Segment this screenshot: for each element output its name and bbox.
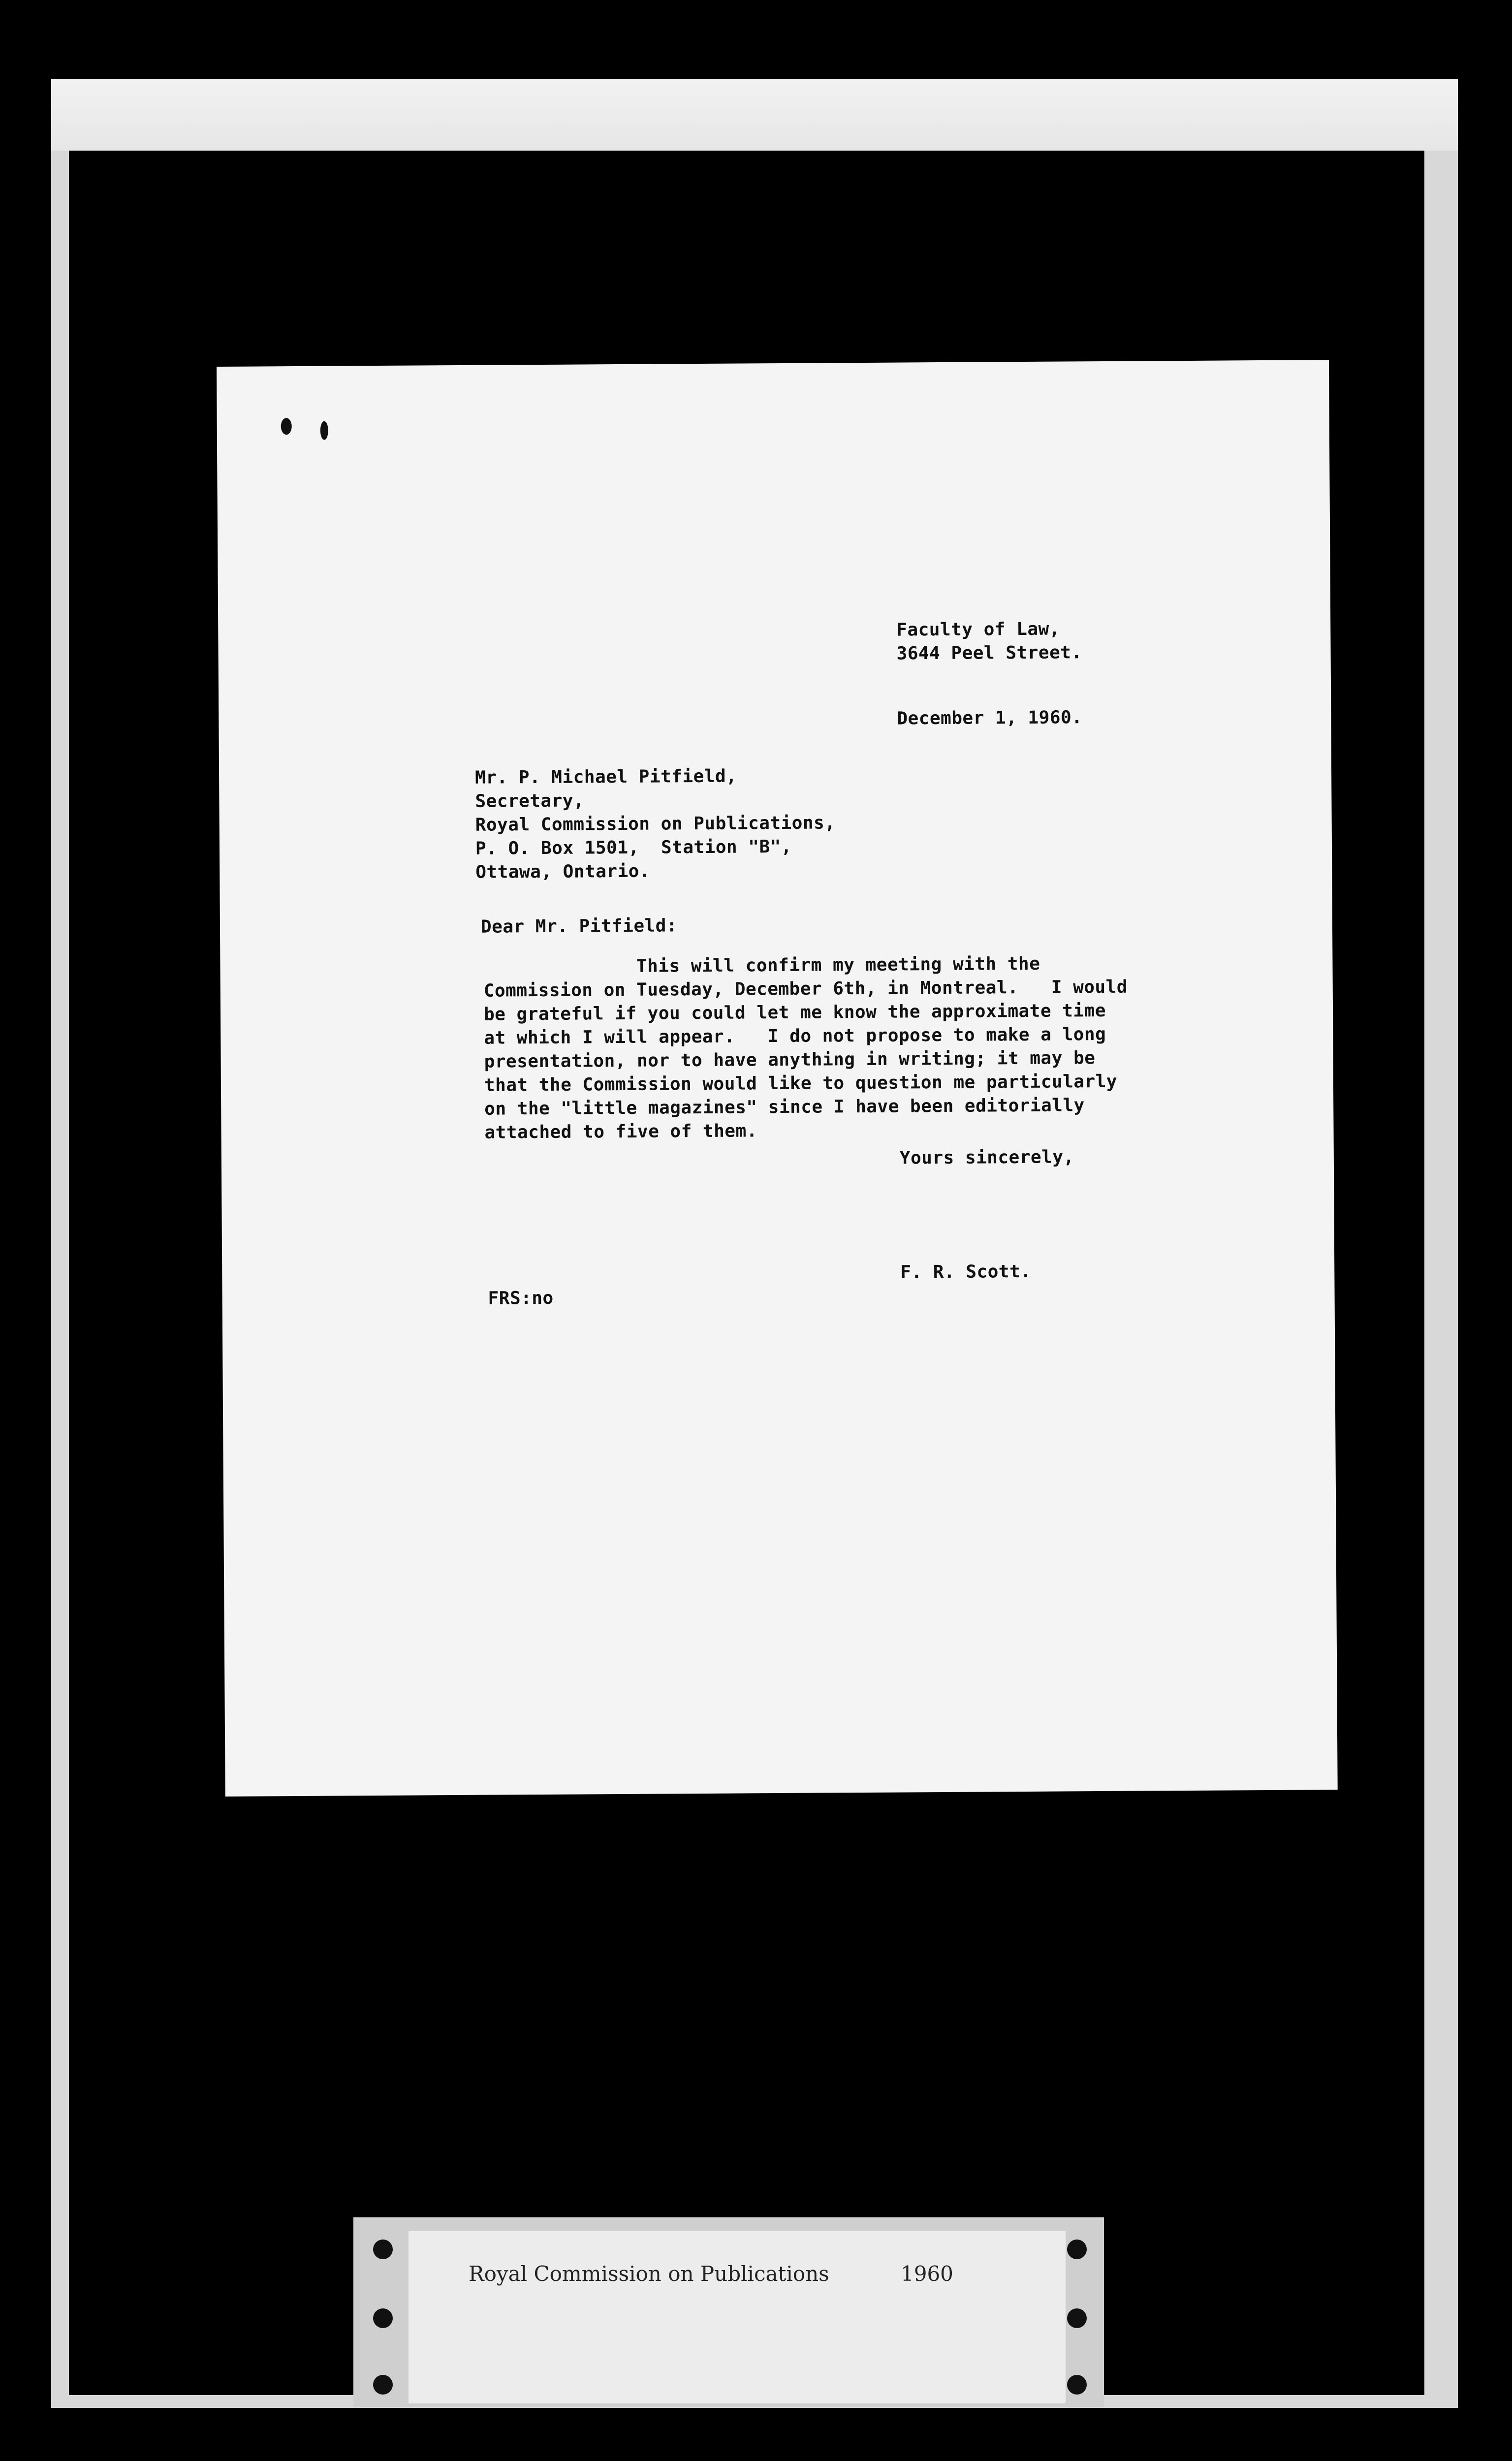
letter-page	[217, 360, 1338, 1797]
sprocket-hole-icon	[1067, 2375, 1087, 2395]
recipient-line-2: Secretary,	[475, 790, 585, 812]
sprocket-hole-icon	[373, 2308, 393, 2328]
recipient-line-1: Mr. P. Michael Pitfield,	[474, 766, 737, 788]
label-year: 1960	[901, 2262, 953, 2286]
body-line-4: at which I will appear. I do not propose to make a long	[484, 1024, 1106, 1048]
letter-date: December 1, 1960.	[897, 707, 1083, 729]
sprocket-hole-icon	[1067, 2308, 1087, 2328]
body-line-2: Commission on Tuesday, December 6th, in Montreal. I would	[483, 977, 1128, 1001]
ink-smudge-mark	[320, 421, 328, 440]
ink-smudge-mark	[281, 418, 292, 435]
recipient-address	[475, 764, 836, 884]
film-edge-top	[51, 79, 1458, 151]
address-line-1: Faculty of Law,	[896, 619, 1061, 640]
typist-initials: FRS:no	[488, 1288, 554, 1309]
body-line-7: on the "little magazines" since I have been editorially	[484, 1095, 1085, 1119]
recipient-line-5: Ottawa, Ontario.	[475, 861, 651, 883]
archive-label	[409, 2231, 1066, 2403]
body-line-3: be grateful if you could let me know the approximate time	[483, 1000, 1106, 1025]
closing: Yours sincerely,	[899, 1147, 1074, 1168]
salutation: Dear Mr. Pitfield:	[480, 915, 678, 937]
body-line-1: This will confirm my meeting with the	[483, 953, 1040, 978]
sprocket-hole-icon	[1067, 2240, 1087, 2259]
body-line-5: presentation, nor to have anything in writing; it may be	[484, 1048, 1096, 1072]
sender-address	[896, 617, 1082, 665]
letter-body	[483, 952, 1129, 1145]
body-line-6: that the Commission would like to question me particularly	[484, 1071, 1118, 1096]
body-line-8: attached to five of them.	[484, 1121, 757, 1143]
signature: F. R. Scott.	[900, 1261, 1032, 1283]
address-line-2: 3644 Peel Street.	[896, 642, 1082, 664]
recipient-line-4: P. O. Box 1501, Station "B",	[475, 836, 792, 859]
sprocket-hole-icon	[373, 2240, 393, 2259]
sprocket-hole-icon	[373, 2375, 393, 2395]
archive-label-strip	[353, 2217, 1104, 2407]
label-title: Royal Commission on Publications	[469, 2262, 829, 2286]
recipient-line-3: Royal Commission on Publications,	[475, 813, 836, 835]
